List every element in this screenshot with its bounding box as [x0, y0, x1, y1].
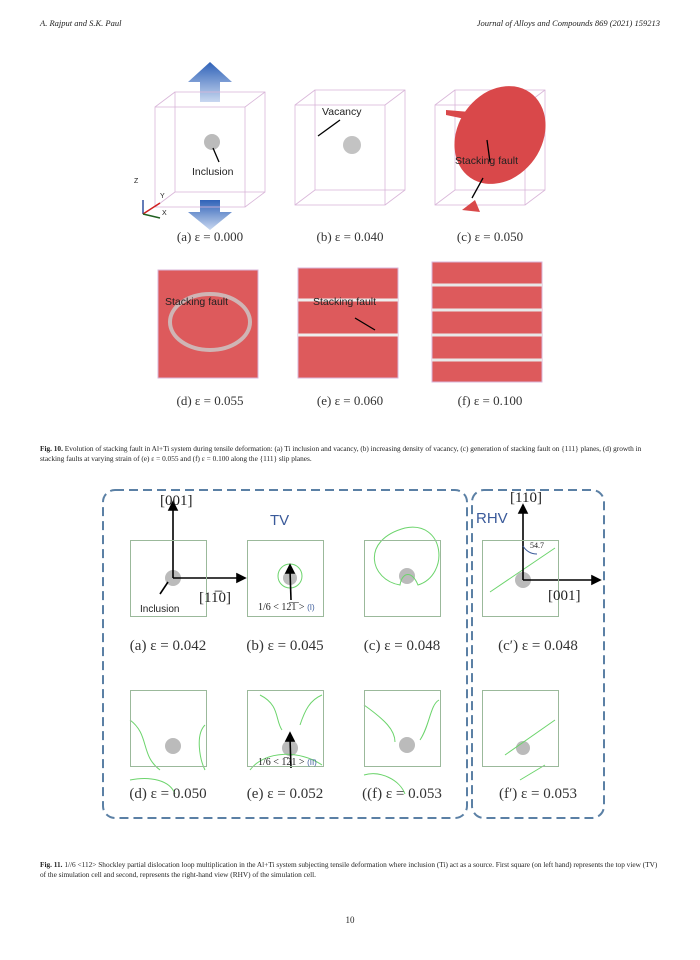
burgers-vector-2-tag: (II) — [307, 758, 317, 767]
burgers-vector-2 — [258, 757, 317, 768]
panel-e-square — [247, 690, 324, 767]
cube-d — [158, 270, 258, 378]
burgers-vector-1-text: 1/6 < 12̅1̅ > — [258, 602, 305, 613]
axis-z-label: Z — [134, 178, 139, 185]
direction-1-10: [11̅0] — [199, 590, 231, 606]
annotation-inclusion: Inclusion — [192, 166, 234, 178]
tensile-arrow-down-icon — [188, 200, 232, 230]
axis-y-label: Y — [160, 193, 165, 200]
fig10-caption-label: Fig. 10. — [40, 444, 63, 453]
fig11-panel-d-label: (d) ε = 0.050 — [129, 786, 207, 802]
fig10-panel-e-label: (e) ε = 0.060 — [316, 393, 384, 408]
annotation-vacancy: Vacancy — [322, 106, 362, 118]
panel-c-square — [364, 540, 441, 617]
fig10-graphic — [0, 0, 700, 420]
burgers-vector-1-tag: (I) — [307, 603, 315, 612]
fig11-panel-f-label: ((f) ε = 0.053 — [362, 786, 442, 802]
annotation-inclusion-fig11: Inclusion — [140, 604, 180, 615]
inclusion-b — [343, 136, 361, 154]
fig10-panel-a-label: (a) ε = 0.000 — [176, 229, 244, 244]
fig10-panel-f-label: (f) ε = 0.100 — [457, 393, 523, 408]
tensile-arrow-up-icon — [188, 62, 232, 102]
direction-001-tv: [001] — [160, 493, 193, 509]
header-authors: A. Rajput and S.K. Paul — [40, 18, 122, 28]
fig11-panel-c-label: (c) ε = 0.048 — [363, 638, 441, 654]
direction-001-rhv: [001] — [548, 588, 581, 604]
fig11-graphic — [0, 480, 700, 830]
tv-label: TV — [270, 512, 290, 529]
fig11-caption-text: 1//6 <112> Shockley partial dislocation loop multiplication in the Al+Ti system subjecting tensile deformation where inclusion (Ti) act as a source. First square (on left hand) represents the top view (TV) of the simulation cell and second, represents the right-hand view (RHV) of the simulation cell. — [40, 860, 658, 879]
fig11-caption-label: Fig. 11. — [40, 860, 63, 869]
panel-f-prime-square — [482, 690, 559, 767]
annotation-stacking-fault-e: Stacking fault — [313, 296, 377, 308]
inclusion-a — [204, 134, 220, 150]
fig10-caption — [40, 444, 660, 464]
fig10-panel-c-label: (c) ε = 0.050 — [456, 229, 524, 244]
burgers-vector-1 — [258, 602, 315, 613]
annotation-stacking-fault-c: Stacking fault — [455, 155, 519, 167]
fig10-panel-b-label: (b) ε = 0.040 — [316, 229, 384, 244]
panel-f-square — [364, 690, 441, 767]
rhv-label: RHV — [476, 510, 508, 527]
angle-label: 54.7 — [530, 541, 544, 550]
fig11-caption — [40, 860, 660, 880]
cube-e — [298, 268, 398, 378]
fig11-panel-a-label: (a) ε = 0.042 — [129, 638, 207, 654]
fig11-panel-f-prime-label: (f′) ε = 0.053 — [498, 786, 578, 802]
fig10-caption-text: Evolution of stacking fault in Al+Ti system during tensile deformation: (a) Ti inclusion and vacancy, (b) increasing density of vacancy, (c) generation of stacking fault on {111} planes, (d) growth in stacking faults at varying strain of (e) ε = 0.055 and (f) ε = 0.100 along the {111} slip planes. — [40, 444, 642, 463]
burgers-vector-2-text: 1/6 < 1̅21 > — [258, 757, 305, 768]
page-number: 10 — [345, 915, 355, 925]
fig11-panel-e-label: (e) ε = 0.052 — [246, 786, 324, 802]
panel-d-square — [130, 690, 207, 767]
annotation-stacking-fault-d: Stacking fault — [165, 296, 229, 308]
axis-triad-icon — [143, 200, 160, 218]
direction-110: [110] — [510, 490, 542, 506]
fig11-panel-c-prime-label: (c′) ε = 0.048 — [498, 638, 578, 654]
axis-x-label: X — [162, 210, 167, 217]
cube-f — [432, 262, 542, 382]
header-journal: Journal of Alloys and Compounds 869 (2021) 159213 — [476, 18, 660, 28]
fig10-panel-d-label: (d) ε = 0.055 — [176, 393, 244, 408]
fig11-panel-b-label: (b) ε = 0.045 — [246, 638, 324, 654]
panel-c-prime-square — [482, 540, 559, 617]
